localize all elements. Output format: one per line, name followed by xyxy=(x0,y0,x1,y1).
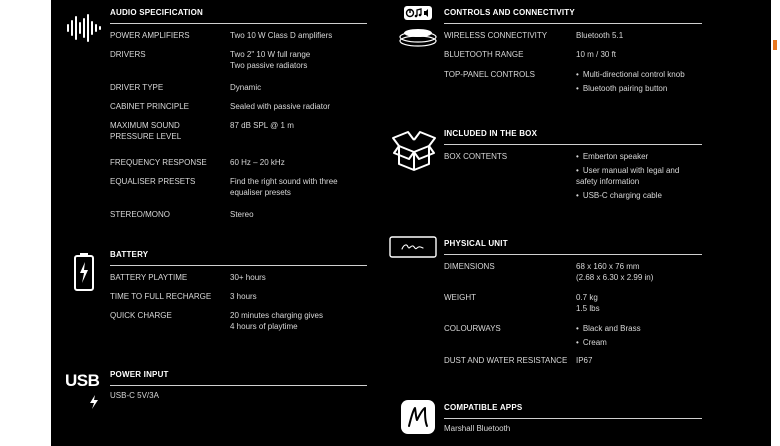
spec-label: FREQUENCY RESPONSE xyxy=(110,158,207,167)
spec-value: 68 x 160 x 76 mm (2.68 x 6.30 x 2.99 in) xyxy=(576,262,654,282)
spec-bullet: • Cream xyxy=(576,337,607,348)
power-heading: POWER INPUT xyxy=(110,369,367,386)
spec-label: COLOURWAYS xyxy=(444,324,501,333)
spec-value: 20 minutes charging gives 4 hours of playtime xyxy=(230,311,323,331)
power-rows xyxy=(110,390,367,404)
spec-value: Sealed with passive radiator xyxy=(230,102,331,111)
battery-section xyxy=(110,249,367,340)
controls-heading: CONTROLS AND CONNECTIVITY xyxy=(444,7,702,24)
spec-bullet: • Multi-directional control knob xyxy=(576,69,685,80)
spec-value: IP67 xyxy=(576,356,593,365)
apps-heading: COMPATIBLE APPS xyxy=(444,402,702,419)
spec-label: POWER AMPLIFIERS xyxy=(110,31,190,40)
physical-heading: PHYSICAL UNIT xyxy=(444,238,702,255)
spec-label: STEREO/MONO xyxy=(110,210,171,219)
usb-icon-label: USB xyxy=(65,371,100,390)
speaker-outline-icon xyxy=(389,236,437,258)
spec-bullet: • Bluetooth pairing button xyxy=(576,83,667,94)
spec-bullet: • Emberton speaker xyxy=(576,151,648,162)
open-box-icon xyxy=(391,128,437,172)
physical-section xyxy=(444,238,702,369)
spec-label: WEIGHT xyxy=(444,293,476,302)
spec-value: 3 hours xyxy=(230,292,257,301)
spec-bullet: • USB-C charging cable xyxy=(576,190,662,201)
box-heading: INCLUDED IN THE BOX xyxy=(444,128,702,145)
spec-label: WIRELESS CONNECTIVITY xyxy=(444,31,548,40)
spec-label: DRIVER TYPE xyxy=(110,83,164,92)
spec-value: 0.7 kg 1.5 lbs xyxy=(576,293,600,313)
spec-bullet: • Black and Brass xyxy=(576,323,641,334)
audio-section xyxy=(110,7,367,218)
spec-label: MAXIMUM SOUND PRESSURE LEVEL xyxy=(110,121,182,141)
spec-label: TOP-PANEL CONTROLS xyxy=(444,70,535,79)
spec-label: DIMENSIONS xyxy=(444,262,495,271)
spec-bullet: • User manual with legal and safety information xyxy=(576,165,679,187)
spec-value: 60 Hz – 20 kHz xyxy=(230,158,285,167)
power-section xyxy=(110,369,367,404)
spec-label: DRIVERS xyxy=(110,50,146,59)
control-knob-icon xyxy=(398,5,438,47)
apps-value: Marshall Bluetooth xyxy=(444,424,511,433)
apps-section xyxy=(444,402,702,437)
spec-value: Two 2" 10 W full range Two passive radiators xyxy=(230,50,311,70)
spec-label: BLUETOOTH RANGE xyxy=(444,50,524,59)
controls-section xyxy=(444,7,702,98)
controls-rows xyxy=(444,28,702,98)
physical-rows xyxy=(444,259,702,369)
battery-heading: BATTERY xyxy=(110,249,367,266)
usb-charging-icon xyxy=(65,372,101,412)
battery-charging-icon xyxy=(73,252,95,292)
spec-label: EQUALISER PRESETS xyxy=(110,177,196,186)
spec-value: Bluetooth 5.1 xyxy=(576,31,624,40)
spec-value: 30+ hours xyxy=(230,273,266,282)
spec-label: QUICK CHARGE xyxy=(110,311,172,320)
spec-value: Dynamic xyxy=(230,83,262,92)
box-section xyxy=(444,128,702,209)
soundwave-icon xyxy=(66,14,102,42)
spec-value: 10 m / 30 ft xyxy=(576,50,617,59)
marshall-app-icon xyxy=(401,400,435,434)
apps-rows xyxy=(444,423,702,437)
spec-label: BATTERY PLAYTIME xyxy=(110,273,188,282)
spec-label: DUST AND WATER RESISTANCE xyxy=(444,356,568,365)
battery-rows xyxy=(110,270,367,340)
power-value: USB-C 5V/3A xyxy=(110,391,159,400)
spec-label: CABINET PRINCIPLE xyxy=(110,102,189,111)
spec-value: 87 dB SPL @ 1 m xyxy=(230,121,294,130)
audio-heading: AUDIO SPECIFICATION xyxy=(110,7,367,24)
spec-value: Find the right sound with three equaliser presets xyxy=(230,177,338,197)
spec-value: Two 10 W Class D amplifiers xyxy=(230,31,333,40)
accent-mark xyxy=(773,40,777,50)
spec-value: Stereo xyxy=(230,210,254,219)
audio-rows xyxy=(110,28,367,218)
right-margin xyxy=(771,0,780,446)
spec-label: TIME TO FULL RECHARGE xyxy=(110,292,212,301)
spec-label: BOX CONTENTS xyxy=(444,152,508,161)
box-rows xyxy=(444,149,702,209)
